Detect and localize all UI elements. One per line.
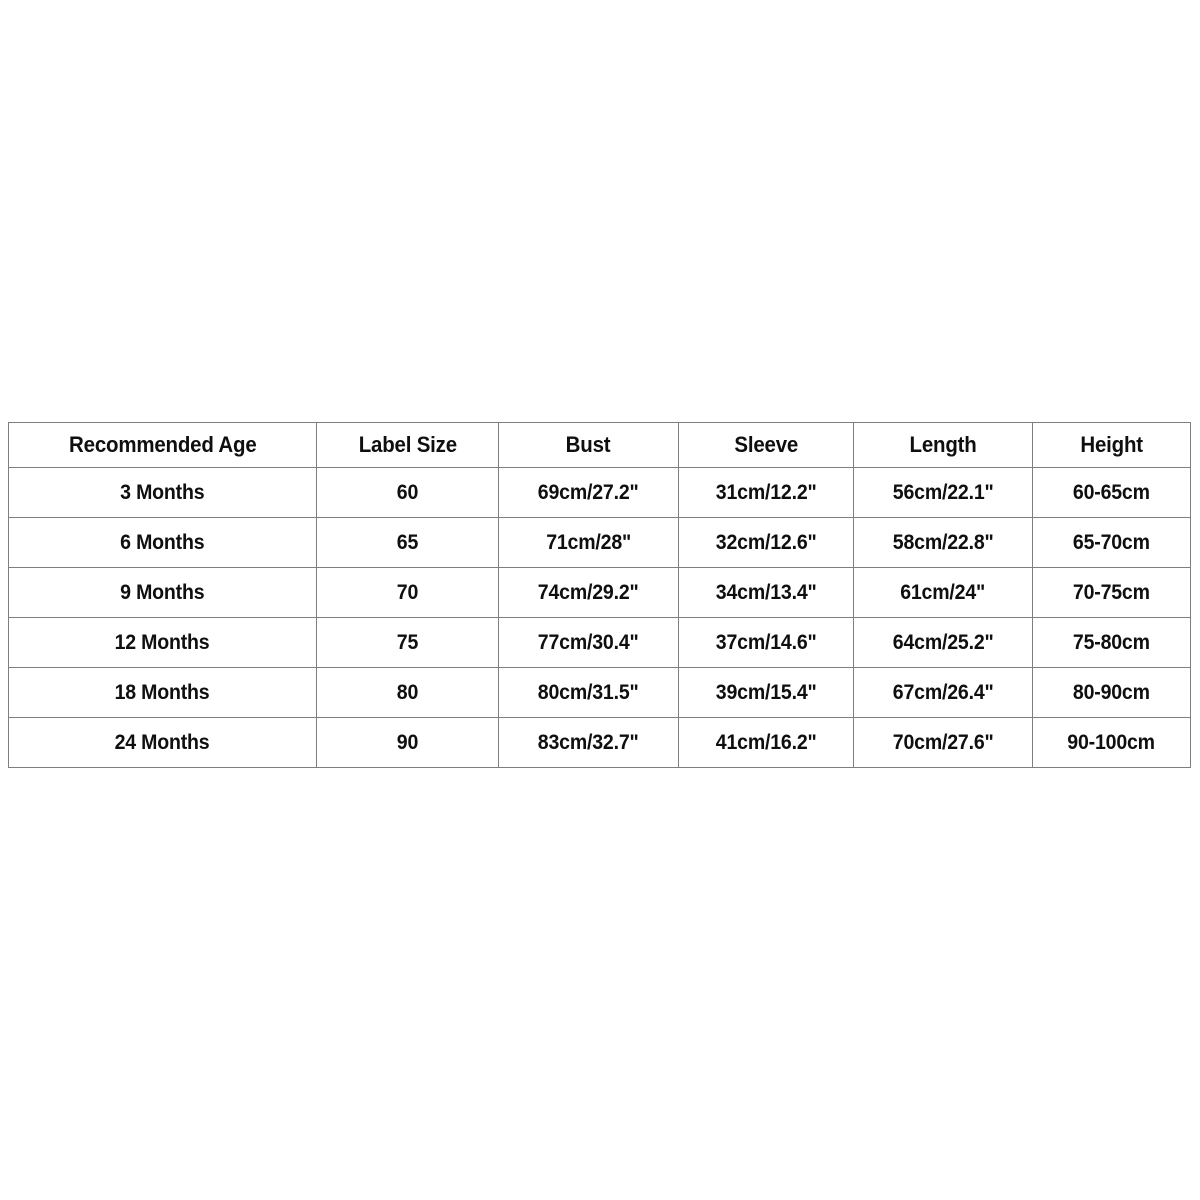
table-row bbox=[9, 568, 1191, 618]
size-chart-container bbox=[8, 422, 1190, 768]
cell-height bbox=[1033, 718, 1191, 768]
cell-value: 34cm/13.4" bbox=[715, 580, 817, 604]
table-row bbox=[9, 468, 1191, 518]
cell-value: 61cm/24" bbox=[900, 580, 986, 604]
cell-height bbox=[1033, 568, 1191, 618]
cell-value: 75-80cm bbox=[1073, 630, 1150, 654]
cell-bust bbox=[499, 718, 679, 768]
cell-bust bbox=[499, 618, 679, 668]
column-header-height bbox=[1033, 423, 1191, 468]
cell-sleeve bbox=[679, 568, 854, 618]
cell-length bbox=[854, 518, 1033, 568]
cell-height bbox=[1033, 468, 1191, 518]
cell-value: 56cm/22.1" bbox=[892, 480, 994, 504]
table-row bbox=[9, 668, 1191, 718]
cell-bust bbox=[499, 668, 679, 718]
column-header-label: Recommended Age bbox=[68, 432, 257, 457]
cell-length bbox=[854, 718, 1033, 768]
column-header-label: Length bbox=[909, 432, 977, 457]
cell-label-size bbox=[317, 618, 499, 668]
header-row bbox=[9, 423, 1191, 468]
cell-value: 65-70cm bbox=[1073, 530, 1150, 554]
cell-label-size bbox=[317, 568, 499, 618]
cell-value: 6 Months bbox=[120, 530, 205, 554]
cell-height bbox=[1033, 518, 1191, 568]
cell-value: 83cm/32.7" bbox=[538, 730, 639, 754]
column-header-label: Label Size bbox=[358, 432, 457, 457]
cell-label-size bbox=[317, 468, 499, 518]
cell-value: 64cm/25.2" bbox=[892, 630, 994, 654]
table-row bbox=[9, 618, 1191, 668]
cell-value: 80 bbox=[396, 680, 419, 704]
cell-recommended-age bbox=[9, 718, 317, 768]
cell-recommended-age bbox=[9, 518, 317, 568]
column-header-label: Sleeve bbox=[734, 432, 798, 457]
cell-recommended-age bbox=[9, 468, 317, 518]
cell-label-size bbox=[317, 518, 499, 568]
cell-value: 70 bbox=[396, 580, 419, 604]
size-chart-table bbox=[8, 422, 1191, 768]
cell-length bbox=[854, 568, 1033, 618]
cell-value: 77cm/30.4" bbox=[538, 630, 639, 654]
cell-sleeve bbox=[679, 468, 854, 518]
table-row bbox=[9, 718, 1191, 768]
cell-value: 24 Months bbox=[115, 730, 210, 754]
cell-height bbox=[1033, 618, 1191, 668]
cell-value: 32cm/12.6" bbox=[715, 530, 817, 554]
column-header-label: Height bbox=[1080, 432, 1143, 457]
cell-value: 74cm/29.2" bbox=[538, 580, 639, 604]
cell-recommended-age bbox=[9, 668, 317, 718]
cell-recommended-age bbox=[9, 568, 317, 618]
column-header-label-size bbox=[317, 423, 499, 468]
cell-value: 71cm/28" bbox=[546, 530, 631, 554]
cell-bust bbox=[499, 568, 679, 618]
table-body bbox=[9, 468, 1191, 768]
cell-value: 80cm/31.5" bbox=[538, 680, 639, 704]
column-header-recommended-age bbox=[9, 423, 317, 468]
cell-value: 58cm/22.8" bbox=[892, 530, 994, 554]
cell-value: 65 bbox=[396, 530, 419, 554]
cell-label-size bbox=[317, 718, 499, 768]
cell-value: 18 Months bbox=[115, 680, 210, 704]
column-header-sleeve bbox=[679, 423, 854, 468]
cell-value: 39cm/15.4" bbox=[715, 680, 817, 704]
cell-value: 31cm/12.2" bbox=[715, 480, 817, 504]
column-header-bust bbox=[499, 423, 679, 468]
cell-sleeve bbox=[679, 518, 854, 568]
cell-value: 41cm/16.2" bbox=[715, 730, 817, 754]
cell-value: 37cm/14.6" bbox=[715, 630, 817, 654]
cell-value: 3 Months bbox=[120, 480, 205, 504]
cell-bust bbox=[499, 518, 679, 568]
cell-sleeve bbox=[679, 718, 854, 768]
cell-value: 70-75cm bbox=[1073, 580, 1150, 604]
table-row bbox=[9, 518, 1191, 568]
column-header-label: Bust bbox=[566, 432, 611, 457]
table-header bbox=[9, 423, 1191, 468]
cell-value: 67cm/26.4" bbox=[892, 680, 994, 704]
cell-value: 12 Months bbox=[115, 630, 210, 654]
cell-value: 9 Months bbox=[120, 580, 205, 604]
cell-value: 60 bbox=[396, 480, 419, 504]
cell-value: 70cm/27.6" bbox=[892, 730, 994, 754]
cell-value: 69cm/27.2" bbox=[538, 480, 639, 504]
cell-recommended-age bbox=[9, 618, 317, 668]
cell-sleeve bbox=[679, 618, 854, 668]
cell-sleeve bbox=[679, 668, 854, 718]
cell-length bbox=[854, 668, 1033, 718]
cell-height bbox=[1033, 668, 1191, 718]
column-header-length bbox=[854, 423, 1033, 468]
cell-length bbox=[854, 618, 1033, 668]
cell-value: 90-100cm bbox=[1067, 730, 1156, 754]
cell-bust bbox=[499, 468, 679, 518]
cell-value: 60-65cm bbox=[1073, 480, 1150, 504]
cell-value: 90 bbox=[396, 730, 419, 754]
cell-value: 80-90cm bbox=[1073, 680, 1150, 704]
cell-value: 75 bbox=[396, 630, 419, 654]
cell-length bbox=[854, 468, 1033, 518]
cell-label-size bbox=[317, 668, 499, 718]
